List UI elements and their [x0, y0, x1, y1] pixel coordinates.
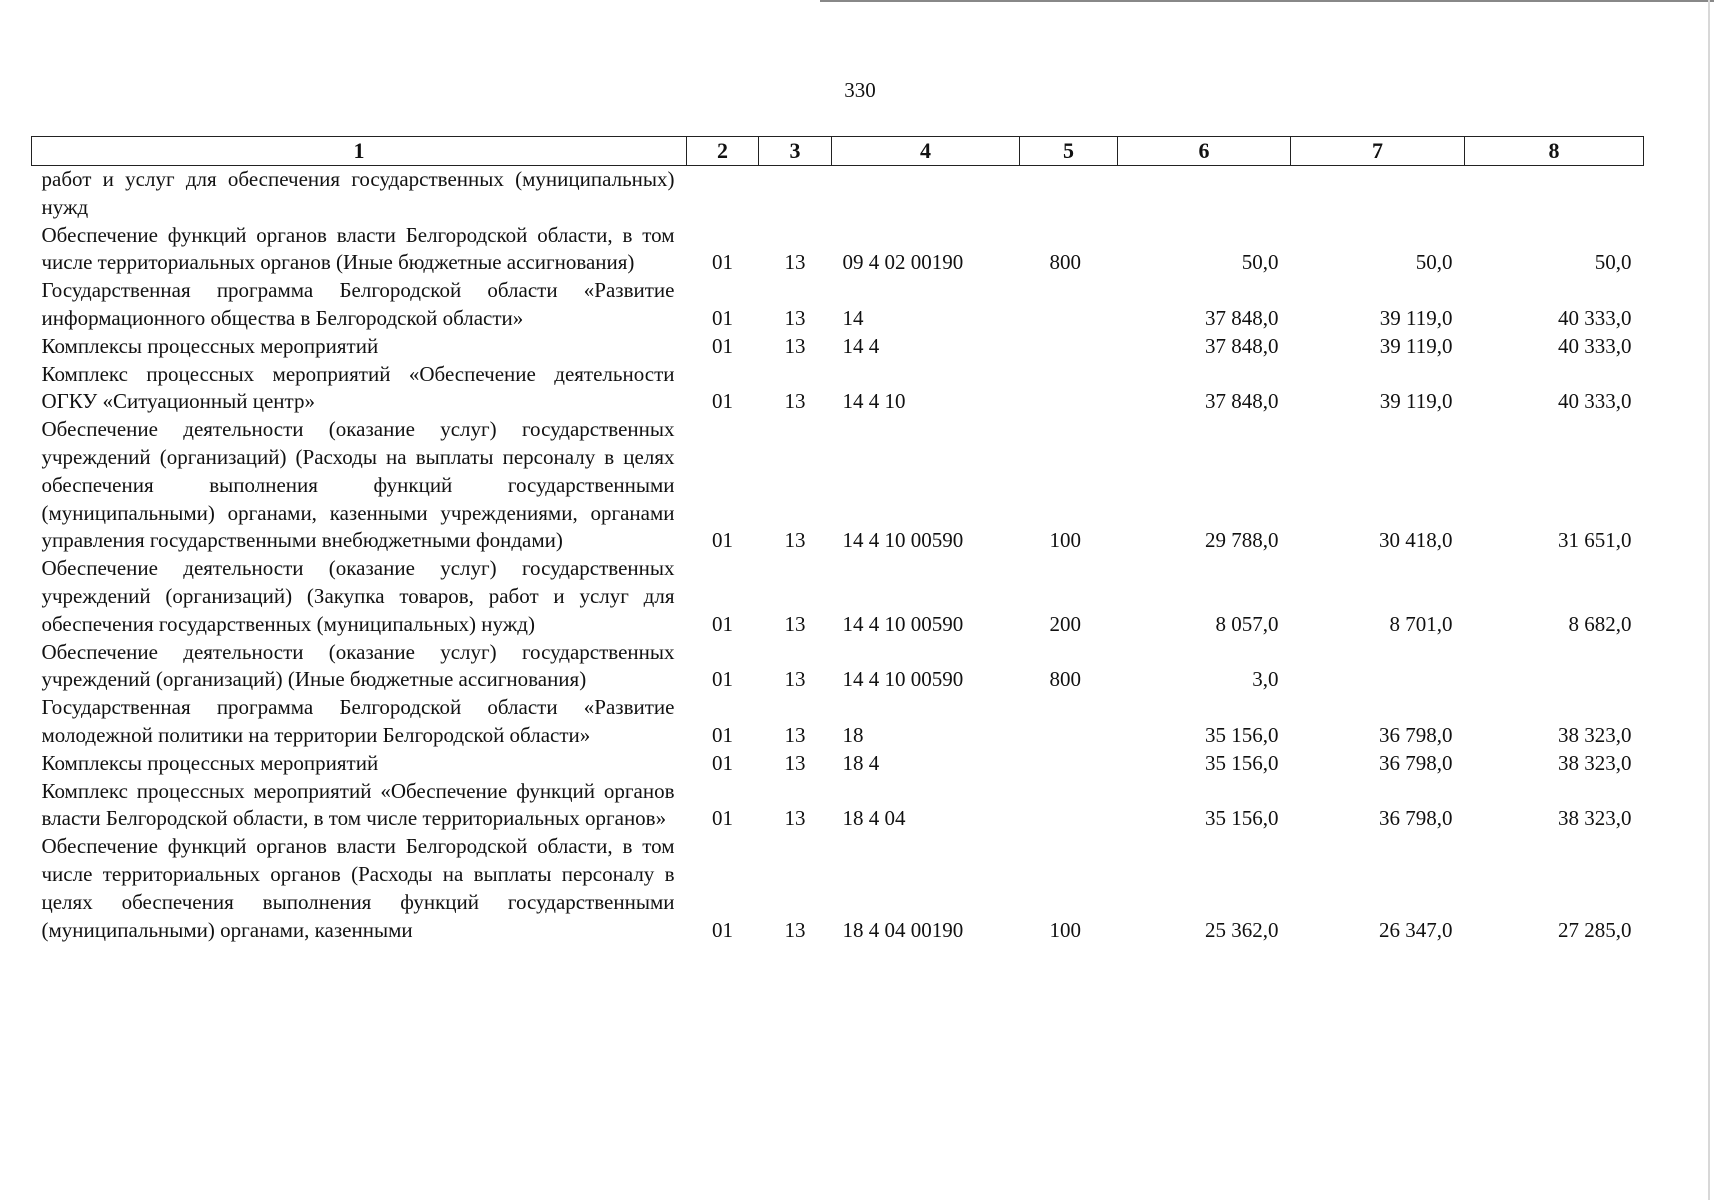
header-col-5: 5	[1020, 137, 1118, 166]
section-cell: 01	[712, 917, 733, 942]
amount-col-6-cell: 25 362,0	[1205, 917, 1279, 942]
table-row	[32, 833, 1644, 944]
target-code-cell: 09 4 02 00190	[842, 250, 964, 275]
target-code-cell: 14 4 10 00590	[842, 528, 964, 553]
table-row	[32, 778, 1644, 834]
expense-type-cell	[1020, 361, 1118, 417]
row-name-cell: Комплексы процессных мероприятий	[41, 750, 379, 775]
subsection-cell: 13	[784, 722, 806, 747]
expense-type-cell: 100	[1049, 917, 1081, 942]
target-code-cell: 18 4 04 00190	[842, 917, 964, 942]
table-row	[32, 639, 1644, 695]
amount-col-8-cell: 50,0	[1594, 250, 1632, 275]
amount-col-7-cell	[1291, 639, 1465, 695]
subsection-cell: 13	[784, 528, 806, 553]
row-name-cell: Государственная программа Белгородской области «Развитие информационного общества в Белгородской области»	[41, 278, 675, 330]
table-row	[32, 277, 1644, 333]
amount-col-7-cell: 50,0	[1415, 250, 1453, 275]
section-cell: 01	[712, 333, 733, 358]
amount-col-8-cell: 40 333,0	[1558, 333, 1632, 358]
amount-col-6-cell: 35 156,0	[1205, 722, 1279, 747]
section-cell: 01	[712, 750, 733, 775]
row-name-cell: Обеспечение функций органов власти Белгородской области, в том числе территориальных органов (Иные бюджетные ассигнования)	[41, 222, 675, 275]
row-name-cell: работ и услуг для обеспечения государственных (муниципальных) нужд	[41, 167, 675, 219]
row-name-cell: Обеспечение деятельности (оказание услуг) государственных учреждений (организаций) (Закупка товаров, работ и услуг для обеспечения государственных (муниципальных) нужд)	[41, 556, 675, 636]
amount-col-7-cell: 30 418,0	[1379, 528, 1453, 553]
expense-type-cell	[1020, 750, 1118, 778]
target-code-cell: 18 4 04	[842, 806, 906, 831]
subsection-cell: 13	[784, 667, 806, 692]
subsection-cell: 13	[784, 611, 806, 636]
subsection-cell: 13	[784, 250, 806, 275]
header-col-2: 2	[687, 137, 759, 166]
scan-edge-top	[820, 0, 1714, 2]
amount-col-8-cell	[1465, 639, 1644, 695]
amount-col-6-cell: 37 848,0	[1205, 389, 1279, 414]
amount-col-7-cell: 36 798,0	[1379, 750, 1453, 775]
section-cell: 01	[712, 528, 733, 553]
row-name-cell: Обеспечение функций органов власти Белгородской области, в том числе территориальных органов (Расходы на выплаты персоналу в целях обеспечения выполнения функций государственными (муниципальными) органами, казенными	[41, 834, 675, 942]
target-code-cell: 14 4 10	[842, 389, 906, 414]
amount-col-8-cell: 27 285,0	[1558, 917, 1632, 942]
amount-col-6-cell: 8 057,0	[1215, 611, 1279, 636]
header-row	[32, 137, 1644, 166]
expense-type-cell	[1020, 166, 1118, 222]
table-row	[32, 361, 1644, 417]
amount-col-8-cell: 38 323,0	[1558, 806, 1632, 831]
amount-col-6-cell	[1118, 166, 1291, 222]
subsection-cell: 13	[784, 389, 806, 414]
target-code-cell: 14 4 10 00590	[842, 611, 964, 636]
amount-col-7-cell: 26 347,0	[1379, 917, 1453, 942]
amount-col-6-cell: 37 848,0	[1205, 333, 1279, 358]
section-cell: 01	[712, 806, 733, 831]
subsection-cell: 13	[784, 750, 806, 775]
expense-type-cell: 100	[1049, 528, 1081, 553]
row-name-cell: Государственная программа Белгородской области «Развитие молодежной политики на территории Белгородской области»	[41, 695, 675, 747]
header-col-4: 4	[832, 137, 1020, 166]
table-row	[32, 694, 1644, 750]
section-cell: 01	[712, 611, 733, 636]
target-code-cell: 18 4	[842, 750, 880, 775]
amount-col-6-cell: 37 848,0	[1205, 305, 1279, 330]
amount-col-6-cell: 3,0	[1252, 667, 1279, 692]
amount-col-7-cell: 39 119,0	[1379, 389, 1453, 414]
expense-type-cell: 800	[1049, 250, 1081, 275]
header-col-1: 1	[32, 137, 687, 166]
row-name-cell: Комплекс процессных мероприятий «Обеспечение деятельности ОГКУ «Ситуационный центр»	[41, 361, 675, 414]
amount-col-6-cell: 29 788,0	[1205, 528, 1279, 553]
amount-col-7-cell: 39 119,0	[1379, 305, 1453, 330]
row-name-cell: Обеспечение деятельности (оказание услуг) государственных учреждений (организаций) (Расходы на выплаты персоналу в целях обеспечения выполнения функций государственными (муниципальными) органами, казенными учреждениями, органами управления государственными внебюджетными фондами)	[41, 417, 675, 553]
header-col-7: 7	[1291, 137, 1465, 166]
amount-col-8-cell	[1465, 166, 1644, 222]
expense-type-cell: 200	[1049, 611, 1081, 636]
section-cell: 01	[712, 667, 733, 692]
target-code-cell	[832, 166, 1020, 222]
table-row	[32, 416, 1644, 555]
expense-type-cell	[1020, 778, 1118, 834]
subsection-cell: 13	[784, 806, 806, 831]
expense-type-cell: 800	[1049, 667, 1081, 692]
subsection-cell: 13	[784, 333, 806, 358]
table-row	[32, 555, 1644, 638]
table-row	[32, 333, 1644, 361]
subsection-cell: 13	[784, 305, 806, 330]
page-number: 330	[844, 78, 876, 102]
section-cell: 01	[712, 722, 733, 747]
amount-col-7-cell: 8 701,0	[1389, 611, 1453, 636]
section-cell: 01	[712, 389, 733, 414]
row-name-cell: Комплексы процессных мероприятий	[41, 333, 379, 358]
expense-type-cell	[1020, 333, 1118, 361]
subsection-cell: 13	[784, 917, 806, 942]
table-row	[32, 166, 1644, 222]
table-row	[32, 222, 1644, 278]
amount-col-7-cell: 36 798,0	[1379, 806, 1453, 831]
amount-col-6-cell: 35 156,0	[1205, 806, 1279, 831]
amount-col-8-cell: 40 333,0	[1558, 389, 1632, 414]
table-body	[32, 166, 1644, 945]
section-cell: 01	[712, 305, 733, 330]
target-code-cell: 14 4	[842, 333, 880, 358]
table-row	[32, 750, 1644, 778]
amount-col-8-cell: 31 651,0	[1558, 528, 1632, 553]
section-cell	[687, 166, 759, 222]
header-col-8: 8	[1465, 137, 1644, 166]
target-code-cell: 14 4 10 00590	[842, 667, 964, 692]
amount-col-8-cell: 38 323,0	[1558, 750, 1632, 775]
amount-col-8-cell: 38 323,0	[1558, 722, 1632, 747]
target-code-cell: 14	[842, 305, 864, 330]
target-code-cell: 18	[842, 722, 864, 747]
amount-col-8-cell: 8 682,0	[1568, 611, 1632, 636]
row-name-cell: Обеспечение деятельности (оказание услуг) государственных учреждений (организаций) (Иные бюджетные ассигнования)	[41, 639, 675, 692]
subsection-cell	[759, 166, 832, 222]
header-col-6: 6	[1118, 137, 1291, 166]
amount-col-7-cell	[1291, 166, 1465, 222]
amount-col-7-cell: 36 798,0	[1379, 722, 1453, 747]
section-cell: 01	[712, 250, 733, 275]
expense-type-cell	[1020, 277, 1118, 333]
scan-edge-right	[1708, 0, 1710, 1200]
amount-col-7-cell: 39 119,0	[1379, 333, 1453, 358]
expense-type-cell	[1020, 694, 1118, 750]
amount-col-6-cell: 35 156,0	[1205, 750, 1279, 775]
amount-col-6-cell: 50,0	[1241, 250, 1279, 275]
budget-table	[31, 136, 1644, 944]
amount-col-8-cell: 40 333,0	[1558, 305, 1632, 330]
row-name-cell: Комплекс процессных мероприятий «Обеспечение функций органов власти Белгородской области, в том числе территориальных органов»	[41, 778, 675, 831]
header-col-3: 3	[759, 137, 832, 166]
